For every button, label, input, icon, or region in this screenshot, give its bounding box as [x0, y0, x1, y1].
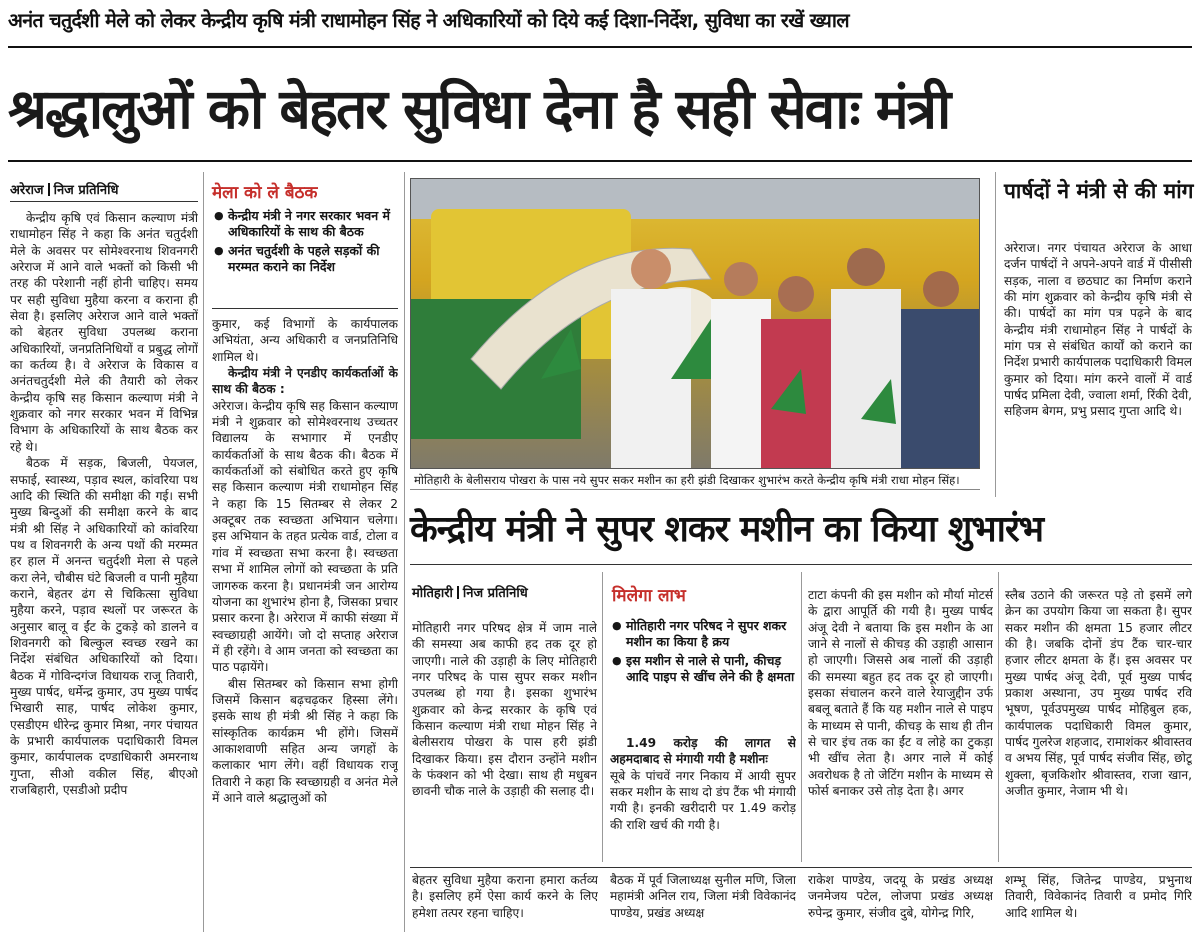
column-divider	[203, 172, 204, 932]
bottom-rule	[410, 867, 1192, 868]
sidebox-bullet: ● केन्द्रीय मंत्री ने नगर सरकार भवन में अधिकारियों के साथ की बैठक	[214, 208, 394, 240]
news-photo	[410, 178, 980, 469]
story2-body	[1004, 240, 1192, 495]
story3-para-2: सूबे के पांचवें नगर निकाय में आयी सुपर सकर मशीन के साथ दो डंप टैंक भी मंगायी गयी है। इनकी खरीदारी पर 1.49 करोड़ की राशि खर्च की गयी है।	[610, 768, 796, 832]
bottom-para: राकेश पाण्डेय, जदयू के प्रखंड अध्यक्ष जनमेजय पटेल, लोजपा प्रखंड अध्यक्ष रुपेन्द्र कुमार, संजीव दुबे, योगेन्द्र गिरि,	[808, 873, 993, 920]
byline-place: मोतिहारी	[412, 586, 453, 601]
byline-reporter: निज प्रतिनिधि	[53, 183, 119, 198]
photo-caption: मोतिहारी के बेलीसराय पोखरा के पास नये सुपर सकर मशीन का हरी झंडी दिखाकर शुभारंभ करते केन्द्रीय कृषि मंत्री राधा मोहन सिंह।	[410, 470, 980, 490]
sub-headline: अनंत चतुर्दशी मेले को लेकर केन्द्रीय कृषि मंत्री राधामोहन सिंह ने अधिकारियों को दिये कई दिशा-निर्देश, सुविधा का रखें ख्याल	[8, 9, 849, 32]
story3-column-3	[808, 587, 993, 863]
story1-para-2: बैठक में सड़क, बिजली, पेयजल, सफाई, स्वास्थ्य, पड़ाव स्थल, कांवरिया पथ आदि की स्थिति की समीक्षा की गई। सभी मुख्य बिन्दुओं की समीक्षा करने के बाद मंत्री श्री सिंह ने अधिकारियों को कांवरिया पथ व शिवनगरी के अन्य पथों की मरम्मत हर हाल में अनन्त चतुर्दशी मेला से पहले करा लेने, चौबीस घंटे बिजली व पानी मुहैया कराने, बेहतर ढंग से चिकित्सा सुविधा मुहैया करने, पड़ाव स्थलों पर जरूरत के अनुसार बालू व ईंट के टुकड़े को डालने व शिवनगरी को बिल्कुल स्वच्छ रखने का निर्देश संबंधित अधिकारियों को दिया। बैठक में गोविन्दगंज विधायक राजू तिवारी, मुख्य पार्षद, धर्मेन्द्र कुमार, उप मुख्य पार्षद भिखारी साह, पार्षद लोकेश कुमार, एसडीएम धीरेन्द्र कुमार मिश्रा, नगर पंचायत के प्रभारी कार्यपालक पदाधिकारी विमल कुमार, कार्यपालक दण्डाधिकारी अमरनाथ गुप्ता, सीओ वकील सिंह, बीएओ राजबिहारी, एसडीओ प्रदीप	[10, 456, 198, 798]
sidebox-bullet: ● अनंत चतुर्दशी के पहले सड़कों की मरम्मत कराने का निर्देश	[214, 243, 394, 275]
column-divider	[998, 572, 999, 862]
story2-para: अरेराज। नगर पंचायत अरेराज के आधा दर्जन पार्षदों ने अपने-अपने वार्ड में पीसीसी सड़क, नाला व छठघाट का निर्माण कराने की मांग शुक्रवार को केन्द्रीय कृषि मंत्री से की। पार्षदों का मांग पत्र पढ़ने के बाद केन्द्रीय मंत्री राधामोहन सिंह ने पार्षदों के मांग पत्र से संबंधित कार्यों को कराने का निर्देश प्रभारी कार्यपालक पदाधिकारी विमल कुमार को दिया। मांग करने वालों में वार्ड पार्षद प्रमिला देवी, ज्वाला शर्मा, रिंकी देवी, सहिजम बेगम, प्रभु प्रसाद गुप्ता आदि थे।	[1004, 241, 1192, 419]
bottom-para: बैठक में पूर्व जिलाध्यक्ष सुनील मणि, जिला महामंत्री अनिल राय, जिला मंत्री विवेकानंद पाण्डेय, प्रखंड अध्यक्ष	[610, 873, 796, 920]
bottom-column-4	[1005, 872, 1192, 933]
story3-para-1: मोतिहारी नगर परिषद क्षेत्र में जाम नाले की समस्या अब काफी हद तक दूर हो जाएगी। नाले की उड़ाही के लिए मोतिहारी नगर परिषद के पास सुपर सकर मशीन उपलब्ध हो गया है। इसका शुभारंभ शुक्रवार को केन्द्र सरकार के कृषि एवं किसान कल्याण मंत्री राधा मोहन सिंह ने बेलीसराय पोखरा के पास हरी झंडी दिखाकर किया। इस दौरान उन्होंने मशीन के फंक्शन को भी देखा। साथ ही मधुबन छावनी चौक नाले के उड़ाही की सलाह दी।	[412, 621, 597, 799]
photo-scene	[411, 179, 980, 469]
story1-para-4: अरेराज। केन्द्रीय कृषि सह किसान कल्याण मंत्री ने शुक्रवार को सोमेश्वरनाथ उच्चतर विद्यालय के सभागार में एनडीए कार्यकर्ताओं के साथ बैठक की। बैठक में कार्यकर्ताओं को संबोधित करते हुए कृषि सह किसान कल्याण मंत्री राधामोहन सिंह ने कहा कि 15 सितम्बर से लेकर 2 अक्टूबर तक स्वच्छता अभियान चलेगा। इस अभियान के तहत प्रत्येक वार्ड, टोला व गांव में स्वच्छता सभा करना है। स्वच्छता सभा में शामिल लोगों को स्वच्छता के प्रति जागरुक करना है। प्रधानमंत्री जन आरोग्य योजना का शुभारंभ होना है, जिसका प्रचार प्रसार करना है। अरेराज में काफी संख्या में स्वच्छाग्रही आयेंगे। जो दो सप्ताह अरेराज में ही रहेंगे। वे आम जनता को स्वच्छता का पाठ पढ़ायेंगे।	[212, 398, 398, 675]
story3-headline: केन्द्रीय मंत्री ने सुपर शकर मशीन का किया शुभारंभ	[410, 509, 1044, 550]
story3-byline	[412, 583, 528, 601]
bottom-column-3	[808, 872, 993, 933]
sidebox-rule	[212, 308, 398, 309]
byline-rule	[10, 201, 198, 202]
story2-title: पार्षदों ने मंत्री से की मांग	[1004, 179, 1194, 203]
story1-column-2	[212, 316, 398, 933]
story1-column-1	[10, 210, 198, 933]
story1-para-1: केन्द्रीय कृषि एवं किसान कल्याण मंत्री राधामोहन सिंह ने कहा कि अनंत चतुर्दशी मेले के अवसर पर सोमेश्वरनाथ शिवनगरी अरेराज में आने वाले भक्तों को किसी भी तरह की परेशानी नहीं होनी चाहिए। समय पर सही सुविधा मुहैया करना व कराना ही सेवा है। इसलिए अरेराज आने वाले भक्तों को बेहतर सुविधा उपलब्ध कराना अधिकारियों, जनप्रतिनिधियों व प्रबुद्ध लोगों का कर्तव्य है। वे अरेराज के विकास व अनंतचतुर्दशी मेले की तैयारी को लेकर केन्द्रीय कृषि सह किसान कल्याण मंत्री ने शुक्रवार को नगर सरकार भवन में विभिन्न विभाग के अधिकारियों के साथ बैठक कर रहे थे।	[10, 211, 198, 454]
story3-column-1	[412, 620, 597, 863]
story1-para-5: बीस सितम्बर को किसान सभा होगी जिसमें किसान बढ़चढ़कर हिस्सा लेंगे। इसके साथ ही मंत्री श्री सिंह ने कहा कि सांस्कृतिक कार्यक्रम भी होंगे। जिसमें आकाशवाणी सहित अन्य जगहों के कलाकार भाग लेंगे। वहीं विधायक राजू तिवारी ने कहा कि स्वच्छाग्रही व अनंत मेले में आने वाले श्रद्धालुओं को	[212, 676, 398, 805]
main-headline: श्रद्धालुओं को बेहतर सुविधा देना है सही सेवाः मंत्री	[8, 77, 950, 141]
story3-column-4	[1005, 587, 1192, 863]
headline-rule	[8, 160, 1192, 162]
story1-byline	[10, 180, 118, 198]
story3-subhead: 1.49 करोड़ की लागत से अहमदाबाद से मंगायी गयी है मशीनः	[610, 736, 796, 767]
column-divider	[404, 172, 405, 932]
sidebox2-title: मिलेगा लाभ	[612, 586, 686, 606]
story3-rule	[410, 564, 1192, 565]
byline-reporter: निज प्रतिनिधि	[462, 586, 528, 601]
bottom-para: शम्भू सिंह, जितेन्द्र पाण्डेय, प्रभुनाथ तिवारी, विवेकानंद तिवारी व प्रमोद गिरि आदि शामिल थे।	[1005, 873, 1192, 920]
top-rule	[8, 46, 1192, 48]
bottom-column-1	[412, 872, 598, 933]
column-divider	[602, 572, 603, 862]
sidebox-title: मेला को ले बैठक	[212, 183, 318, 203]
sidebox-bullet: ● इस मशीन से नाले से पानी, कीचड़ आदि पाइप से खींच लेने की है क्षमता	[612, 653, 798, 685]
bottom-para: बेहतर सुविधा मुहैया कराना हमारा कर्तव्य है। इसलिए हमें ऐसा कार्य करने के लिए हमेशा तत्पर रहना चाहिए।	[412, 873, 598, 920]
column-divider	[995, 172, 996, 497]
sidebox2-bullets	[612, 618, 798, 688]
bottom-column-2	[610, 872, 796, 933]
story1-para-3: कुमार, कई विभागों के कार्यपालक अभियंता, अन्य अधिकारी व जनप्रतिनिधि शामिल थे।	[212, 317, 398, 364]
sidebox-bullets	[214, 208, 394, 278]
story1-subhead: केन्द्रीय मंत्री ने एनडीए कार्यकर्ताओं के साथ की बैठक :	[212, 366, 398, 397]
sidebox-bullet: ● मोतिहारी नगर परिषद ने सुपर शकर मशीन का किया है क्रय	[612, 618, 798, 650]
story3-para-3: टाटा कंपनी की इस मशीन को मौर्या मोटर्स के द्वारा आपूर्ति की गयी है। मुख्य पार्षद अंजू देवी ने बताया कि इस मशीन के आ जाने से नालों से कीचड़ की उड़ाही आसान हो जाएगी। जिससे अब नालों की उड़ाही की समस्या बहुत हद तक दूर हो जाएगी। इसका संचालन करने वाले रेयाजुद्दीन उर्फ बबलू बताते हैं कि यह मशीन नाले से पाइप के माध्यम से पानी, कीचड़ के साथ ही तीन से चार इंच तक का ईंट व लोहे का टुकड़ा भी खींच लेता है। अगर नाले में कोई अवरोधक है तो जेटिंग मशीन के माध्यम से फोर्स बनाकर उसे तोड़ देता है। अगर	[808, 588, 993, 799]
column-divider	[801, 572, 802, 862]
byline-place: अरेराज	[10, 183, 44, 198]
story3-para-4: स्लैब उठाने की जरूरत पड़े तो इसमें लगे क्रेन का उपयोग किया जा सकता है। सुपर सकर मशीन की क्षमता 15 हजार लीटर की है। जबकि दोनों डंप टैंक चार-चार हजार लीटर क्षमता के हैं। इस अवसर पर मुख्य पार्षद अंजू देवी, पूर्व मुख्य पार्षद प्रकाश अस्थाना, उप मुख्य पार्षद रवि भूषण, पूर्वउपमुख्य पार्षद मोहिबुल हक, कार्यपालक पदाधिकारी विमल कुमार, पार्षद गुलरेज शहजाद, रामाशंकर श्रीवास्तव व अभय सिंह, पूर्व पार्षद संजीव सिंह, छोटू शुक्ला, बृजकिशोर श्रीवास्तव, राजा खान, अजीत कुमार, नेजाम भी थे।	[1005, 588, 1192, 799]
story3-column-2	[610, 735, 796, 863]
